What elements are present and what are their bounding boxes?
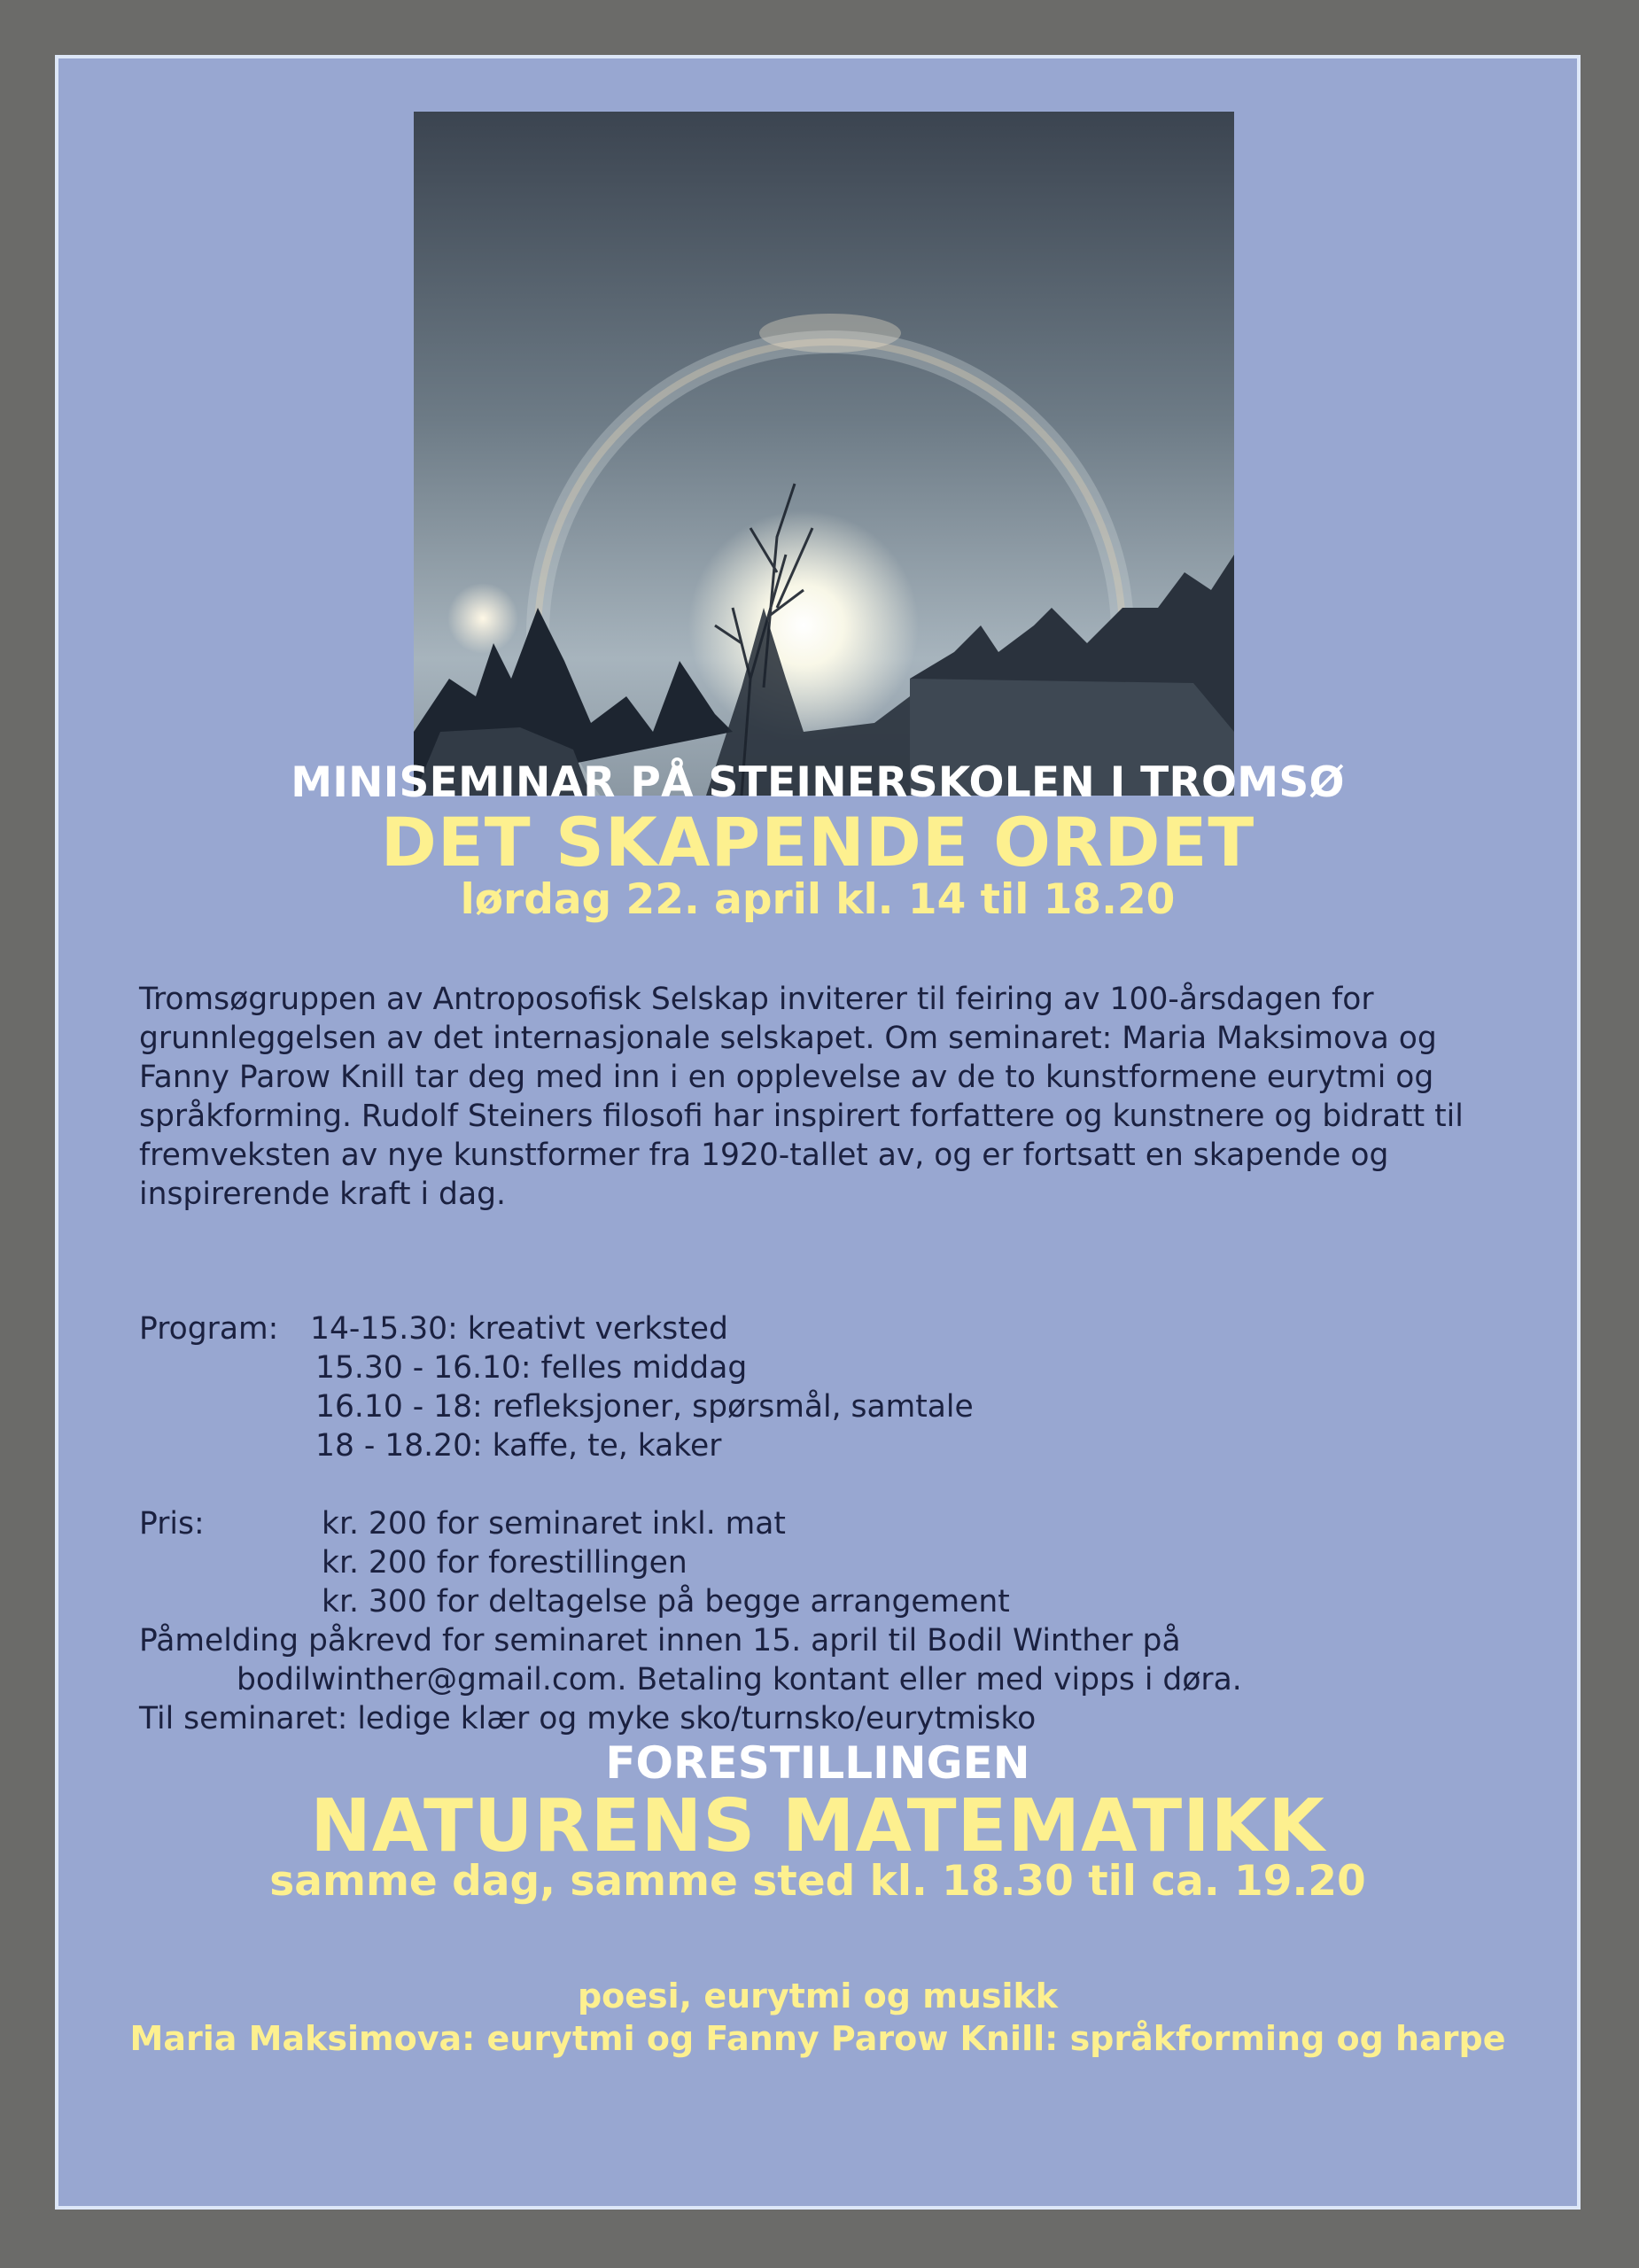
sun-halo-photo — [414, 112, 1234, 796]
seminar-date: lørdag 22. april kl. 14 til 18.20 — [460, 875, 1176, 924]
registration-email-line: bodilwinther@gmail.com. Betaling kontant eller med vipps i døra. — [237, 1662, 1242, 1697]
program-item: 18 - 18.20: kaffe, te, kaker — [315, 1428, 722, 1464]
show-title: NATURENS MATEMATIKK — [310, 1784, 1325, 1868]
seminar-kicker: MINISEMINAR PÅ STEINERSKOLEN I TROMSØ — [291, 758, 1345, 807]
show-genre: poesi, eurytmi og musikk — [577, 1977, 1059, 2016]
program-item: 16.10 - 18: refleksjoner, spørsmål, samtale — [315, 1389, 974, 1425]
price-item: kr. 300 for deltagelse på begge arrangement — [322, 1584, 1010, 1619]
show-date: samme dag, samme sted kl. 18.30 til ca. 19.20 — [269, 1857, 1366, 1906]
price-label: Pris: — [139, 1506, 205, 1542]
show-performers: Maria Maksimova: eurytmi og Fanny Parow Knill: språkforming og harpe — [129, 2019, 1506, 2058]
seminar-title: DET SKAPENDE ORDET — [380, 803, 1255, 882]
program-item: 15.30 - 16.10: felles middag — [315, 1350, 748, 1386]
attire-line: Til seminaret: ledige klær og myke sko/turnsko/eurytmisko — [139, 1701, 1037, 1736]
poster — [55, 55, 1581, 2210]
program-item: 14-15.30: kreativt verksted — [310, 1311, 728, 1347]
price-item: kr. 200 for forestillingen — [322, 1545, 687, 1581]
program-label: Program: — [139, 1311, 279, 1347]
price-item: kr. 200 for seminaret inkl. mat — [322, 1506, 786, 1542]
intro-paragraph: Tromsøgruppen av Antroposofisk Selskap inviterer til feiring av 100-årsdagen for grunnleggelsen av det internasjonale selskapet. Om seminaret: Maria Maksimova og Fanny Parow Knill tar deg med inn i en opplevelse av de to kunstformene eurytmi og språkforming. Rudolf Steiners filosofi har inspirert forfattere og kunstnere og bidratt til fremveksten av nye kunstformer fra 1920-tallet av, og er fortsatt en skapende og inspirerende kraft i dag. — [139, 982, 1464, 1212]
show-kicker: FORESTILLINGEN — [605, 1737, 1030, 1789]
registration-line: Påmelding påkrevd for seminaret innen 15. april til Bodil Winther på — [139, 1623, 1181, 1658]
